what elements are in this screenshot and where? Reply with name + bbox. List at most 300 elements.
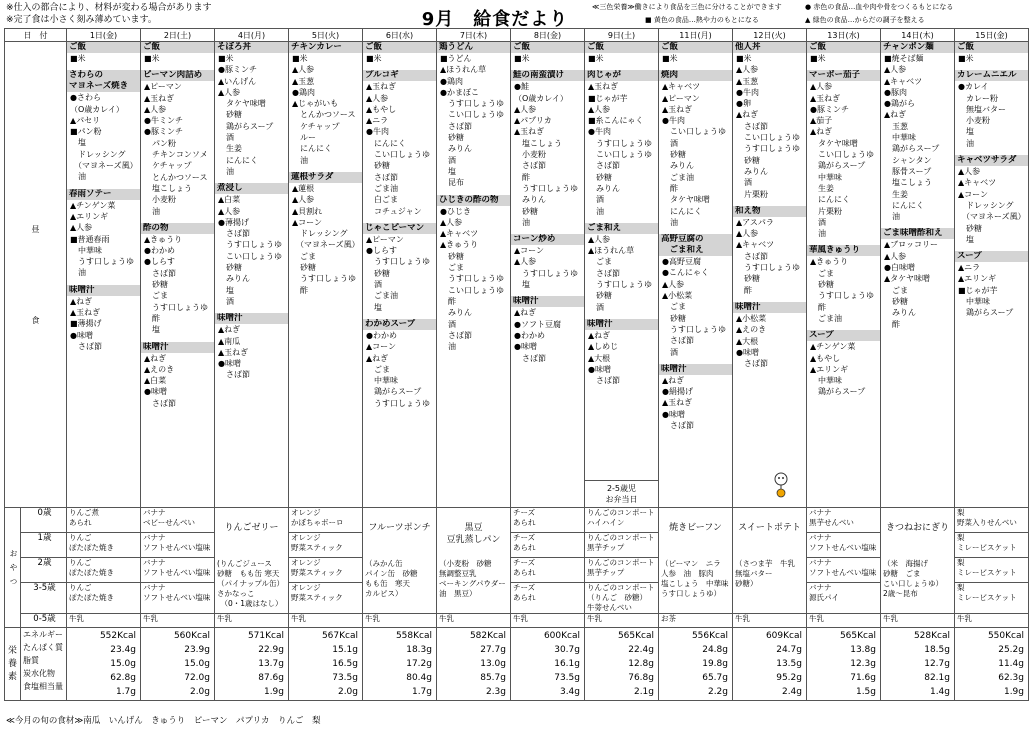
lunch-cell xyxy=(215,42,289,508)
ingredient: ●薄揚げ xyxy=(218,217,249,227)
nutrient-value: 73.5g xyxy=(554,672,580,683)
ingredient: 酢 xyxy=(292,285,308,295)
dish-name: 鶏うどん xyxy=(437,42,510,53)
nutrient-value: 2.2g xyxy=(707,686,728,697)
snack-row xyxy=(5,533,1029,558)
snack-line: 牛乳 xyxy=(513,614,528,623)
ingredient: さば節 xyxy=(588,376,620,386)
ingredient: みりん xyxy=(440,308,472,318)
nutrient-value: 2.3g xyxy=(485,686,506,697)
snack-line: 梨 xyxy=(957,508,965,517)
ingredient: ■米 xyxy=(292,54,308,63)
ingredient: うす口しょうゆ xyxy=(440,99,504,109)
age-label: 0-5歳 xyxy=(21,614,67,628)
ingredient: うす口しょうゆ xyxy=(514,183,578,193)
nutrient-value-row xyxy=(71,658,136,671)
snack-center-cell xyxy=(733,508,807,614)
snack-line: あられ xyxy=(513,593,536,602)
dish-name: ご飯 xyxy=(659,42,732,53)
ingredient: 酒 xyxy=(366,280,382,290)
nutrient-value-row xyxy=(367,630,432,643)
snack-line: 牛乳 xyxy=(365,614,380,623)
snack-cell xyxy=(955,614,1029,628)
ingredient: ごま xyxy=(440,263,464,273)
nutrition-cell xyxy=(67,628,141,701)
ingredient: ▲ねぎ xyxy=(70,296,93,306)
nutrient-value: 82.1g xyxy=(924,672,950,683)
snack-cell xyxy=(733,614,807,628)
nutrient-value-row xyxy=(515,672,580,685)
nutrient-value: 552Kcal xyxy=(99,630,136,641)
nutrient-value: 1.7g xyxy=(115,686,136,697)
ingredient: ●味噌 xyxy=(662,409,685,419)
snack-label-char: つ xyxy=(9,576,18,586)
snack-line: 牛蒡せんべい xyxy=(587,603,632,612)
snack-line: 無調整豆乳 xyxy=(439,569,477,578)
ingredient: 油 xyxy=(810,229,826,239)
ingredient: こい口しょうゆ xyxy=(440,285,504,295)
note-ingredients: ※仕入の都合により、材料が変わる場合があります xyxy=(6,3,212,13)
lunch-cell xyxy=(807,42,881,508)
nutrient-value-row xyxy=(663,672,728,685)
ingredient: ▲えのき xyxy=(144,364,175,374)
ingredient: にんにく xyxy=(662,206,702,216)
ingredient: ●牛肉 xyxy=(366,127,389,137)
dish-name: そぼろ丼 xyxy=(215,42,288,53)
nutrient-value-row xyxy=(219,658,284,671)
nutrient-value: 22.4g xyxy=(628,644,654,655)
snack-label xyxy=(5,508,21,628)
ingredient: ■じゃが芋 xyxy=(588,93,628,103)
seasonal-footer: ≪今月の旬の食材≫南瓜 いんげん きゅうり ピーマン パプリカ りんご 梨 xyxy=(6,716,321,726)
dish-name: プルコギ xyxy=(363,70,436,81)
ingredient: ●高野豆腐 xyxy=(662,257,701,267)
nutrient-value-row xyxy=(293,630,358,643)
snack-line: 人参 油 豚肉 xyxy=(661,569,714,578)
nutrition-values xyxy=(67,628,140,700)
legend-red: ● 赤色の食品…血や肉や骨をつくるもとになる xyxy=(805,3,954,11)
dish-name: 味噌汁 xyxy=(141,342,214,353)
dish-name: スープ xyxy=(807,330,880,341)
snack-line: 黒芋チップ xyxy=(587,543,625,552)
dish-name: 味噌汁 xyxy=(585,319,658,330)
ingredient: ■薄揚げ xyxy=(70,319,102,329)
ingredient: ■米 xyxy=(736,54,752,63)
nutrient-value: 558Kcal xyxy=(395,630,432,641)
ingredient: ごま xyxy=(144,291,168,301)
ingredient: ●しらす xyxy=(144,257,175,267)
ingredient: みりん xyxy=(588,183,620,193)
dish-name: 味噌汁 xyxy=(733,302,806,313)
nutrient-value-row xyxy=(589,644,654,657)
ingredient: こい口しょうゆ xyxy=(662,127,726,137)
snack-line: バナナ xyxy=(143,533,166,542)
ingredient: 塩 xyxy=(440,166,456,176)
snack-line: （みかん缶 xyxy=(365,559,403,568)
ingredient: 豚骨スープ xyxy=(884,166,932,176)
ingredient: 砂糖 xyxy=(588,291,612,301)
dish-name: 味噌汁 xyxy=(659,364,732,375)
snack-line: 2-5歳児 xyxy=(606,484,637,493)
ingredient: ▲もやし xyxy=(366,104,397,114)
ingredient: ▲小松菜 xyxy=(736,313,767,323)
ingredient: ▲ピーマン xyxy=(366,234,404,244)
ingredient: ▲南瓜 xyxy=(218,336,241,346)
ingredient: 生姜 xyxy=(810,183,834,193)
ingredient: ●卵 xyxy=(736,99,751,109)
ingredient: ●さわら xyxy=(70,93,101,103)
snack-cell xyxy=(67,583,141,614)
lunch-cell xyxy=(437,42,511,508)
ingredient: チキンコンソメ xyxy=(144,150,208,160)
ingredient: 油 xyxy=(218,166,234,176)
ingredient: 砂糖 xyxy=(292,263,316,273)
ingredient: 白ごま xyxy=(366,195,398,205)
lunch-cell xyxy=(881,42,955,508)
snack-cell xyxy=(511,533,585,558)
snack-line: さかなっこ xyxy=(217,589,255,598)
snack-line: 砂糖 もも缶 寒天 xyxy=(217,569,280,578)
ingredient: タケヤ味噌 xyxy=(662,195,710,205)
ingredient: ■米 xyxy=(588,54,604,63)
ingredient: 塩 xyxy=(958,127,974,137)
nutrient-value-row xyxy=(367,658,432,671)
snack-line: りんご xyxy=(69,583,92,592)
ingredient: ●味噌 xyxy=(514,342,537,352)
ingredient: ●牛肉 xyxy=(662,116,685,126)
nutrient-value-row xyxy=(145,672,210,685)
nutrient-value-row xyxy=(71,686,136,699)
ingredient: ▲キャベツ xyxy=(662,82,701,92)
dish-name: カレームニエル xyxy=(955,70,1028,81)
ingredient: 砂糖 xyxy=(366,268,390,278)
nutrient-value-row xyxy=(145,658,210,671)
dish-name: 蓮根サラダ xyxy=(289,172,362,183)
date-cell: 5日(火) xyxy=(289,29,363,42)
dish-name: ごま和え xyxy=(659,245,732,256)
dish-name: ごま味噌酢和え xyxy=(881,228,954,239)
ingredient: ▲チンゲン菜 xyxy=(70,200,116,210)
snack-cell xyxy=(141,614,215,628)
nutrition-values xyxy=(289,628,362,700)
ingredient: ▲きゅうり xyxy=(144,234,183,244)
nutrient-value-row xyxy=(219,630,284,643)
ingredient: さば節 xyxy=(218,229,250,239)
ingredient: ごま油 xyxy=(810,313,842,323)
ingredient: ▲玉ねぎ xyxy=(514,127,545,137)
nutrition-cell xyxy=(511,628,585,701)
nutrient-value: 565Kcal xyxy=(617,630,654,641)
snack-line: ベーキングパウダー xyxy=(439,579,506,588)
ingredient: ▲ニラ xyxy=(366,116,389,126)
snack-cell xyxy=(585,558,659,583)
nutrient-value: 24.8g xyxy=(702,644,728,655)
ingredient: ■糸こんにゃく xyxy=(588,116,644,126)
snack-row xyxy=(5,558,1029,583)
nutrition-names xyxy=(21,628,67,701)
nutrient-value: 567Kcal xyxy=(321,630,358,641)
date-label: 日 付 xyxy=(5,29,67,42)
snack-line: 牛乳 xyxy=(439,614,454,623)
ingredient: ▲人参 xyxy=(588,104,611,114)
ingredient: 油 xyxy=(588,206,604,216)
ingredient: 砂糖 xyxy=(366,161,390,171)
ingredient: ■米 xyxy=(514,54,530,63)
nutrient-value-row xyxy=(959,658,1024,671)
snack-line: かぼちゃボーロ xyxy=(291,518,344,527)
nutrient-value-row xyxy=(885,672,950,685)
snack-center-detail xyxy=(365,559,434,599)
snack-center-name xyxy=(659,522,732,534)
nutrient-value-row xyxy=(219,672,284,685)
ingredient: 砂糖 xyxy=(440,133,464,143)
ingredient: とんかつソース xyxy=(144,172,208,182)
ingredient: ▲玉ねぎ xyxy=(662,398,693,408)
nutrient-value: 1.9g xyxy=(1003,686,1024,697)
nutrient-value-row xyxy=(959,630,1024,643)
ingredient: ▲ねぎ xyxy=(144,353,167,363)
ingredient: ▲ほうれん草 xyxy=(440,65,487,75)
ingredient: 塩 xyxy=(144,325,160,335)
snack-center-detail xyxy=(883,559,952,599)
nutrient-value-row xyxy=(811,630,876,643)
page-title: 9月 給食だより xyxy=(421,9,569,30)
snack-line: 豆乳蒸しパン xyxy=(446,535,501,545)
ingredient: ▲玉ねぎ xyxy=(70,308,101,318)
dish-name: スープ xyxy=(955,251,1028,262)
ingredient: 中華味 xyxy=(366,376,398,386)
nutrient-value-row xyxy=(811,686,876,699)
nutrition-values xyxy=(955,628,1028,700)
ingredient: 砂糖 xyxy=(662,313,686,323)
menu-table xyxy=(4,28,1029,701)
ingredient: ●味噌 xyxy=(736,347,759,357)
snack-line: きつねおにぎり xyxy=(885,523,949,533)
snack-cell xyxy=(511,583,585,614)
dish-name: さわらの xyxy=(67,70,140,81)
ingredient: ▲キャベツ xyxy=(884,76,923,86)
nutrient-value-row xyxy=(589,672,654,685)
snack-line: 源氏パイ xyxy=(809,593,839,602)
dish-name: ご飯 xyxy=(955,42,1028,53)
ingredient: ▲もやし xyxy=(810,353,841,363)
ingredient: コチュジャン xyxy=(366,206,422,216)
dish-name: 焼肉 xyxy=(659,70,732,81)
ingredient: 塩 xyxy=(218,285,234,295)
snack-cell xyxy=(215,614,289,628)
ingredient: 酒 xyxy=(440,155,456,165)
nutrition-cell xyxy=(881,628,955,701)
ingredient: ▲大根 xyxy=(736,336,759,346)
ingredient: ■米 xyxy=(662,54,678,63)
snack-line: 塩こしょう 中華味 xyxy=(661,579,729,588)
ingredient: ▲じゃがいも xyxy=(292,99,339,109)
nutrient-value-row xyxy=(737,686,802,699)
nutrition-values xyxy=(141,628,214,700)
ingredient: さば節 xyxy=(144,398,176,408)
ingredient: 酒 xyxy=(662,138,678,148)
snack-cell xyxy=(511,558,585,583)
nutrient-value: 87.6g xyxy=(258,672,284,683)
dish-name: 高野豆腐の xyxy=(659,234,732,245)
dish-name: ご飯 xyxy=(511,42,584,53)
date-cell: 1日(金) xyxy=(67,29,141,42)
nutrient-value: 95.2g xyxy=(776,672,802,683)
snack-line: オレンジ xyxy=(291,533,321,542)
nutrient-value-row xyxy=(367,672,432,685)
snack-line: （さつま芋 牛乳 xyxy=(735,559,795,568)
date-cell: 4日(月) xyxy=(215,29,289,42)
ingredient: 油 xyxy=(70,268,86,278)
snack-line: 黒芋チップ xyxy=(587,568,625,577)
nutrient-value-row xyxy=(589,686,654,699)
snack-line: 梨 xyxy=(957,583,965,592)
ingredient: ●鶏肉 xyxy=(440,76,463,86)
snack-cell xyxy=(67,558,141,583)
ingredient: ▲人参 xyxy=(588,234,611,244)
ingredient: 塩 xyxy=(958,234,974,244)
ingredient: ●鶏がら xyxy=(884,99,915,109)
ingredient: ▲エリンギ xyxy=(810,364,849,374)
ingredient: 油 xyxy=(514,217,530,227)
ingredient: ▲パセリ xyxy=(70,115,101,125)
nutrient-value: 2.1g xyxy=(633,686,654,697)
ingredient: 砂糖 xyxy=(736,155,760,165)
ingredient: 砂糖 xyxy=(144,280,168,290)
ingredient: さば節 xyxy=(440,330,472,340)
dish-name: チャンポン麺 xyxy=(881,42,954,53)
dish-name: コーン炒め xyxy=(511,234,584,245)
lunch-cell xyxy=(511,42,585,508)
snack-line: 野菜スティック xyxy=(291,593,343,602)
ingredient: ▲玉葱 xyxy=(292,76,315,86)
snack-line: もも缶 寒天 xyxy=(365,579,410,588)
nutrient-value: 71.6g xyxy=(850,672,876,683)
snack-line: オレンジ xyxy=(291,558,321,567)
ingredient: ■じゃが芋 xyxy=(958,285,998,295)
ingredient: こい口しょうゆ xyxy=(440,110,504,120)
nutrient-value-row xyxy=(441,630,506,643)
nutrient-value-row xyxy=(441,672,506,685)
snack-row xyxy=(5,583,1029,614)
lunch-cell xyxy=(363,42,437,508)
snack-row xyxy=(5,508,1029,533)
snack-cell xyxy=(67,508,141,533)
ingredient: ▲玉ねぎ xyxy=(662,104,693,114)
ingredient: 油 xyxy=(292,155,308,165)
ingredient: パン粉 xyxy=(144,138,176,148)
ingredient: うす口しょうゆ xyxy=(440,274,504,284)
ingredient: 片栗粉 xyxy=(736,189,768,199)
nutrient-value: 12.3g xyxy=(850,658,876,669)
ingredient: 油 xyxy=(884,212,900,222)
nutrient-value: 11.4g xyxy=(998,658,1024,669)
nutrient-value: 62.8g xyxy=(110,672,136,683)
nutrient-name: エネルギー xyxy=(23,630,63,639)
ingredient: みりん xyxy=(884,308,916,318)
ingredient: ▲大根 xyxy=(588,353,611,363)
ingredient: ■米 xyxy=(70,54,86,63)
nutrition-label-char: 養 xyxy=(7,658,17,669)
ingredient: ●豚ミンチ xyxy=(218,65,257,75)
dish-name: 味噌汁 xyxy=(511,296,584,307)
ingredient: ●かまぼこ xyxy=(440,87,479,97)
ingredient: さば節 xyxy=(736,121,768,131)
ingredient: さば節 xyxy=(662,421,694,431)
ingredient: 酢 xyxy=(440,296,456,306)
ingredient: ごま油 xyxy=(662,172,694,182)
ingredient: 鶏がらスープ xyxy=(884,144,940,154)
ingredient: ▲コーン xyxy=(514,246,544,256)
ingredient: ■米 xyxy=(144,54,160,63)
nutrient-value: 582Kcal xyxy=(469,630,506,641)
snack-line: りんごのコンポート xyxy=(587,558,655,567)
ingredient: ▲アスパラ xyxy=(736,217,774,227)
ingredient: うす口しょうゆ xyxy=(218,240,282,250)
note-complete-meal: ※完了食は小さく刻み薄めています。 xyxy=(6,15,157,25)
ingredient: 酢 xyxy=(514,172,530,182)
snack-line: （米 海揚げ xyxy=(883,559,928,568)
ingredient: ドレッシング xyxy=(70,149,126,159)
ingredient: 生姜 xyxy=(218,144,242,154)
nutrient-value: 80.4g xyxy=(406,672,432,683)
snack-line: 牛乳 xyxy=(883,614,898,623)
ingredient: うす口しょうゆ xyxy=(736,263,800,273)
ingredient: うす口しょうゆ xyxy=(514,268,578,278)
nutrition-values xyxy=(733,628,806,700)
ingredient: さば節 xyxy=(144,268,176,278)
nutrient-value: 19.8g xyxy=(702,658,728,669)
nutrition-values xyxy=(659,628,732,700)
date-cell: 12日(火) xyxy=(733,29,807,42)
snack-line: ソフトせんべい塩味 xyxy=(143,593,211,602)
snack-cell xyxy=(363,614,437,628)
ingredient: にんにく xyxy=(292,144,332,154)
ingredient: みりん xyxy=(662,161,694,171)
dish-name: ご飯 xyxy=(67,42,140,53)
snack-line: (りんごジュース xyxy=(217,559,272,568)
bento-notice xyxy=(585,480,658,507)
snack-line: バナナ xyxy=(143,583,166,592)
nutrition-cell xyxy=(955,628,1029,701)
nutrient-value: 76.8g xyxy=(628,672,654,683)
ingredient: にんにく xyxy=(884,200,924,210)
ingredient: さば節 xyxy=(588,161,620,171)
ingredient: にんにく xyxy=(810,195,850,205)
ingredient: （マヨネーズ風） xyxy=(70,161,138,171)
ingredient: ▲玉ねぎ xyxy=(144,93,175,103)
snack-cell xyxy=(289,614,363,628)
nutrient-value-row xyxy=(441,644,506,657)
snack-cell xyxy=(807,558,881,583)
dish-name: ピーマン肉詰め xyxy=(141,70,214,81)
snack-line: （りんご 砂糖） xyxy=(587,593,647,602)
ingredient: うす口しょうゆ xyxy=(366,398,430,408)
ingredient: タケヤ味噌 xyxy=(810,138,858,148)
ingredient: ▲人参 xyxy=(736,65,759,75)
ingredient: ▲いんげん xyxy=(218,76,257,86)
dish-name: 味噌汁 xyxy=(215,313,288,324)
snack-cell xyxy=(511,614,585,628)
ingredient: 玉葱 xyxy=(884,121,908,131)
nutrition-values xyxy=(363,628,436,700)
dish-name: チキンカレー xyxy=(289,42,362,53)
ingredient: 酒 xyxy=(588,302,604,312)
nutrient-value-row xyxy=(737,672,802,685)
ingredient: ■米 xyxy=(810,54,826,63)
ingredient: 砂糖 xyxy=(588,172,612,182)
ingredient: 砂糖 xyxy=(662,150,686,160)
